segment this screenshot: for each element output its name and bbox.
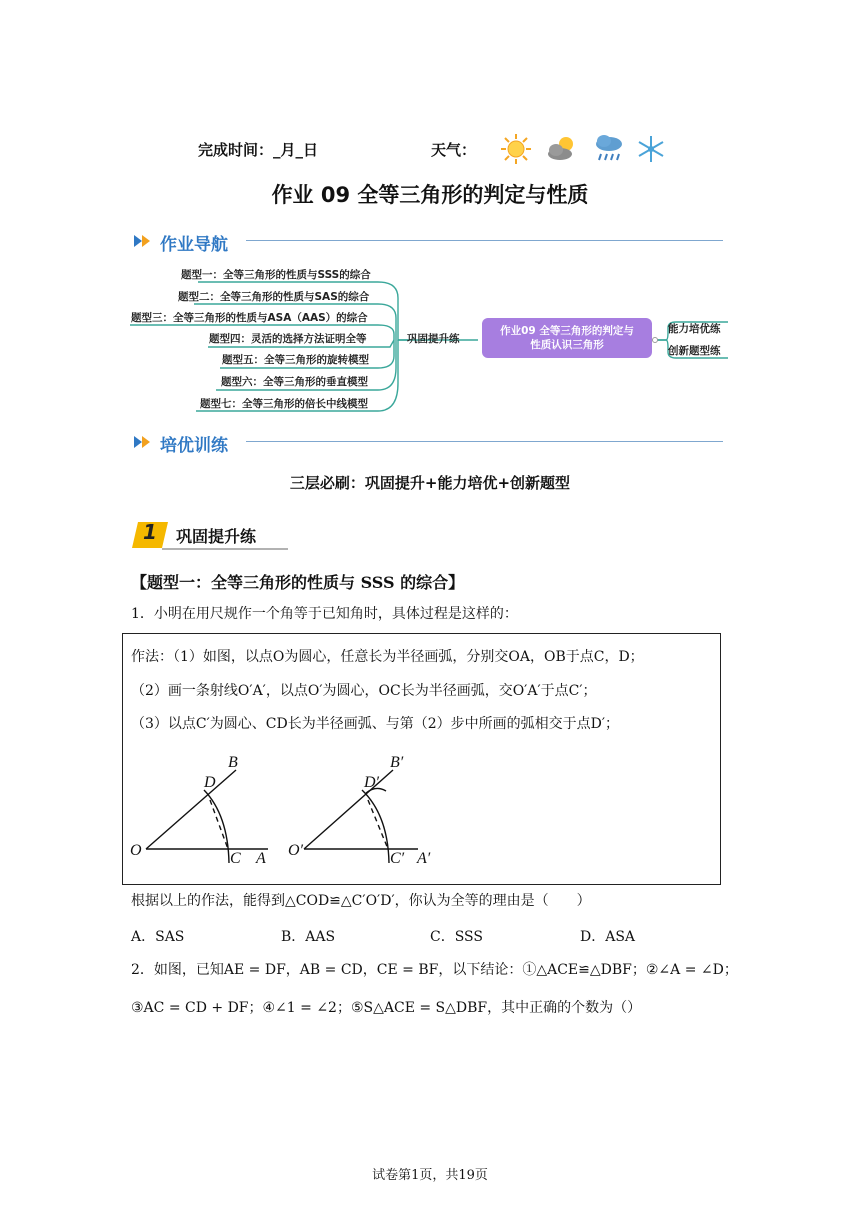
mindmap-item-type2: 题型二：全等三角形的性质与SAS的综合 [178,291,370,303]
section-nav-label: 作业导航 [160,235,228,255]
double-arrow-icon [132,232,154,250]
label-O: O [130,842,142,859]
sun-icon [500,133,532,165]
q1-option-a[interactable]: A．SAS [131,929,185,945]
q1-option-b[interactable]: B．AAS [281,929,336,945]
mindmap-item-type5: 题型五：全等三角形的旋转模型 [222,354,369,366]
mindmap-right-item-1: 能力培优练 [668,323,721,335]
arc-CD [204,790,229,863]
page-title: 作业 09 全等三角形的判定与性质 [271,183,589,207]
arc-C2D2 [362,790,389,863]
completion-time: 完成时间：_月_日 [198,141,319,159]
mindmap-item-type6: 题型六：全等三角形的垂直模型 [221,376,368,388]
label-B: B [228,754,238,771]
mindmap-right-item-2: 创新题型练 [668,345,721,357]
type1-heading: 【题型一：全等三角形的性质与 SSS 的综合】 [131,573,465,592]
q1-box-line2: （2）画一条射线O′A′，以点O′为圆心，OC长为半径画弧，交O′A′于点C′； [131,683,597,699]
mindmap-item-type7: 题型七：全等三角形的倍长中线模型 [200,398,368,410]
mindmap-branch-label: 巩固提升练 [407,333,460,345]
rain-cloud-icon [592,133,626,165]
tiers-subtitle: 三层必刷：巩固提升+能力培优+创新题型 [289,474,571,492]
label-A: A [256,850,266,867]
ray-O2B2 [304,770,393,849]
segment-C2D2 [368,800,388,849]
label-C2: C′ [390,850,405,867]
weather-label: 天气： [431,141,477,159]
label-B2: B′ [390,754,404,771]
label-C: C [230,850,241,867]
q1-option-c[interactable]: C．SSS [430,929,483,945]
mindmap-item-type3: 题型三：全等三角形的性质与ASA（AAS）的综合 [131,312,368,324]
page-footer: 试卷第1页，共19页 [372,1168,488,1183]
mindmap-center-line2: 性质认识三角形 [530,339,604,351]
snowflake-icon [636,134,666,164]
label-D: D [204,774,216,791]
ray-OB [146,770,236,849]
q1-figure [128,745,458,875]
label-A2: A′ [417,850,431,867]
q1-stem: 1．小明在用尺规作一个角等于已知角时，具体过程是这样的： [131,606,518,622]
mindmap-item-type4: 题型四：灵活的选择方法证明全等 [209,333,367,345]
sun-cloud-icon [544,133,580,165]
mindmap-center-line1: 作业09 全等三角形的判定与 [500,325,634,337]
q1-box-line1: 作法：（1）如图，以点O为圆心，任意长为半径画弧，分别交OA，OB于点C，D； [131,649,644,665]
mindmap-center-node [482,318,652,358]
q1-question: 根据以上的作法，能得到△COD≌△C′O′D′，你认为全等的理由是（ ） [131,893,591,909]
label-D2: D′ [364,774,380,791]
label-O2: O′ [288,842,304,859]
double-arrow-icon [132,433,154,451]
q1-box-line3: （3）以点C′为圆心、CD长为半径画弧、与第（2）步中所画的弧相交于点D′； [131,716,620,732]
q2-line2: ③AC = CD + DF；④∠1 = ∠2；⑤S△ACE = S△DBF，其中正确的个数为（） [131,1000,642,1016]
q1-option-d[interactable]: D．ASA [580,929,636,945]
section-train-label: 培优训练 [160,436,228,456]
mindmap-item-type1: 题型一：全等三角形的性质与SSS的综合 [181,269,371,281]
part1-label: 巩固提升练 [176,527,257,546]
part1-number: 1 [143,520,157,544]
segment-CD [210,800,228,849]
q2-line1: 2．如图，已知AE = DF，AB = CD，CE = BF，以下结论：①△ACE≌△DBF；②∠A = ∠D； [131,962,738,978]
